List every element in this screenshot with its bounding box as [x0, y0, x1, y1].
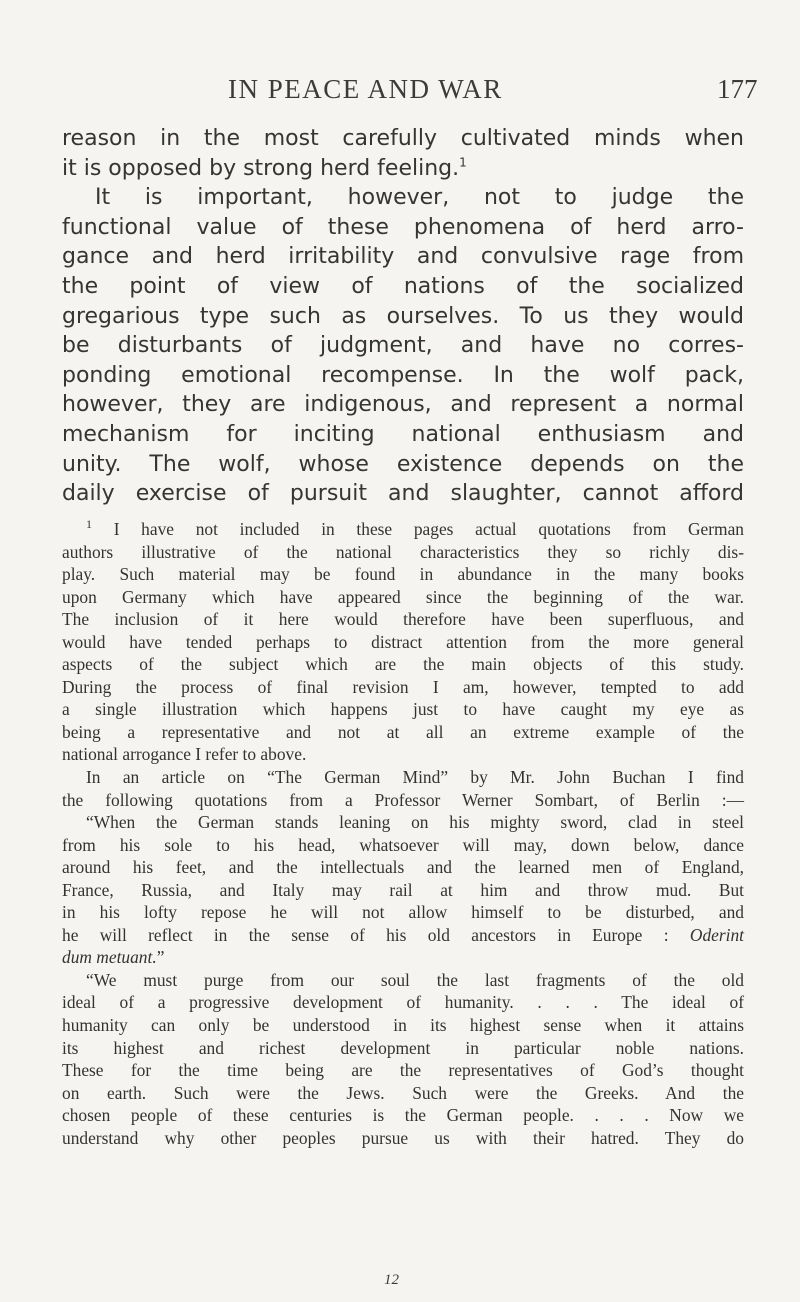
footnote-text: understand why other peoples pursue us with their hatred. They do [62, 1127, 744, 1148]
footnote-text: In an article on “The German Mind” by Mr. John Buchan I find [86, 767, 744, 788]
footnote-line [62, 834, 744, 857]
latin-phrase: Oderint [689, 924, 744, 945]
running-head: IN PEACE AND WAR [228, 74, 503, 104]
body-line-text: gance and herd irritability and convulsive rage from [62, 244, 744, 270]
body-line [62, 124, 744, 154]
body-line-text: functional value of these phenomena of herd arro- [62, 214, 744, 240]
body-line-text: reason in the most carefully cultivated minds when [62, 126, 744, 151]
footnote-text: he will reflect in the sense of his old ancestors in Europe : [62, 924, 669, 945]
footnote-text: upon Germany which have appeared since the beginning of the war. [62, 586, 744, 607]
page-number: 177 [717, 74, 758, 104]
body-line [62, 302, 744, 332]
footnote-line [62, 586, 744, 609]
latin-phrase: dum metuant. [62, 947, 157, 968]
footnote-text: These for the time being are the representatives of God’s thought [62, 1060, 744, 1081]
footnote-line [62, 653, 744, 676]
body-line-text: however, they are indigenous, and represent a normal [62, 392, 744, 418]
footnote-line [62, 811, 744, 834]
body-line [62, 183, 744, 213]
footnote-text: the following quotations from a Professor Werner Sombart, of Berlin :— [62, 789, 744, 810]
body-line-text: the point of view of nations of the socialized [62, 273, 744, 299]
footnote-line [62, 1127, 744, 1150]
footnote-text: around his feet, and the intellectuals and the learned men of England, [62, 857, 744, 878]
footnote-line [62, 541, 744, 564]
footnote-line [62, 563, 744, 586]
body-line-text: unity. The wolf, whose existence depends on the [62, 451, 744, 477]
body-line-text: ponding emotional recompense. In the wolf pack, [62, 362, 744, 388]
footnote-text: ideal of a progressive development of humanity. . . . The ideal of [62, 992, 744, 1013]
main-text [62, 124, 744, 509]
footnote-line [62, 901, 744, 924]
body-line-text: gregarious type such as ourselves. To us they would [62, 303, 744, 329]
body-line-text: be disturbants of judgment, and have no corres- [62, 333, 744, 359]
body-line [62, 272, 744, 302]
footnote-text: from his sole to his head, whatsoever will may, down below, dance [62, 834, 744, 855]
body-line-text: It is important, however, not to judge the [95, 185, 744, 211]
footnote-text: The inclusion of it here would therefore have been superfluous, and [62, 609, 744, 630]
footnote-line [62, 698, 744, 721]
footnote-line [62, 721, 744, 744]
footnote-text: its highest and richest development in particular noble nations. [62, 1037, 744, 1058]
body-line [62, 242, 744, 272]
footnote-line [62, 608, 744, 631]
footnote-line [62, 1104, 744, 1127]
footnote-ref[interactable]: 1 [459, 155, 467, 170]
footnote-block [62, 518, 744, 1149]
footnote-text: France, Russia, and Italy may rail at him and throw mud. But [62, 879, 744, 900]
footnote-text: being a representative and not at all an extreme example of the [62, 721, 744, 742]
footnote-line [62, 1059, 744, 1082]
closing-quote: ” [156, 947, 165, 968]
footnote-text: in his lofty repose he will not allow himself to be disturbed, and [62, 902, 744, 923]
footnote-line [62, 856, 744, 879]
footnote-line [62, 743, 744, 766]
footnote-line [62, 766, 744, 789]
footnote-text: a single illustration which happens just to have caught my eye as [62, 699, 744, 720]
footnote-line [62, 676, 744, 699]
footnote-text: During the process of final revision I am, however, tempted to add [62, 676, 744, 697]
footnote-text: I have not included in these pages actual quotations from German [113, 519, 744, 539]
footnote-text: “We must purge from our soul the last fragments of the old [86, 969, 744, 990]
footnote-text: humanity can only be understood in its highest sense when it attains [62, 1015, 744, 1036]
footnote-line [62, 631, 744, 654]
footnote-text: “When the German stands leaning on his mighty sword, clad in steel [86, 812, 744, 833]
body-line [62, 331, 744, 361]
footnote-line [62, 1037, 744, 1060]
footnote-line [62, 1014, 744, 1037]
footnote-text: on earth. Such were the Jews. Such were the Greeks. And the [62, 1082, 744, 1103]
footnote-text: chosen people of these centuries is the German people. . . . Now we [62, 1105, 744, 1126]
footnote-marker: 1 [86, 517, 92, 532]
signature-mark: 12 [384, 1272, 399, 1288]
body-line [62, 390, 744, 420]
body-line-text: it is opposed by strong herd feeling. [62, 155, 460, 181]
footnote-line [62, 969, 744, 992]
body-line-text: mechanism for inciting national enthusiasm and [62, 421, 744, 447]
footnote-line [62, 518, 744, 541]
footnote-text: play. Such material may be found in abundance in the many books [62, 564, 744, 585]
footnote-line [62, 789, 744, 812]
footnote-text: national arrogance I refer to above. [62, 744, 307, 765]
body-line [62, 361, 744, 391]
footnote-line [62, 991, 744, 1014]
footnote-line [62, 946, 744, 969]
footnote-text: aspects of the subject which are the main objects of this study. [62, 654, 744, 675]
body-line [62, 479, 744, 509]
footnote-line [62, 879, 744, 902]
footnote-text: authors illustrative of the national characteristics they so richly dis- [62, 541, 744, 562]
footnote-line [62, 924, 744, 947]
footnote-line [62, 1082, 744, 1105]
body-line-text: daily exercise of pursuit and slaughter, cannot afford [62, 481, 744, 507]
body-line [62, 450, 744, 480]
body-line [62, 420, 744, 450]
body-line [62, 213, 744, 243]
body-line [62, 154, 744, 184]
footnote-text: would have tended perhaps to distract attention from the more general [62, 631, 744, 652]
page-header [0, 74, 800, 114]
